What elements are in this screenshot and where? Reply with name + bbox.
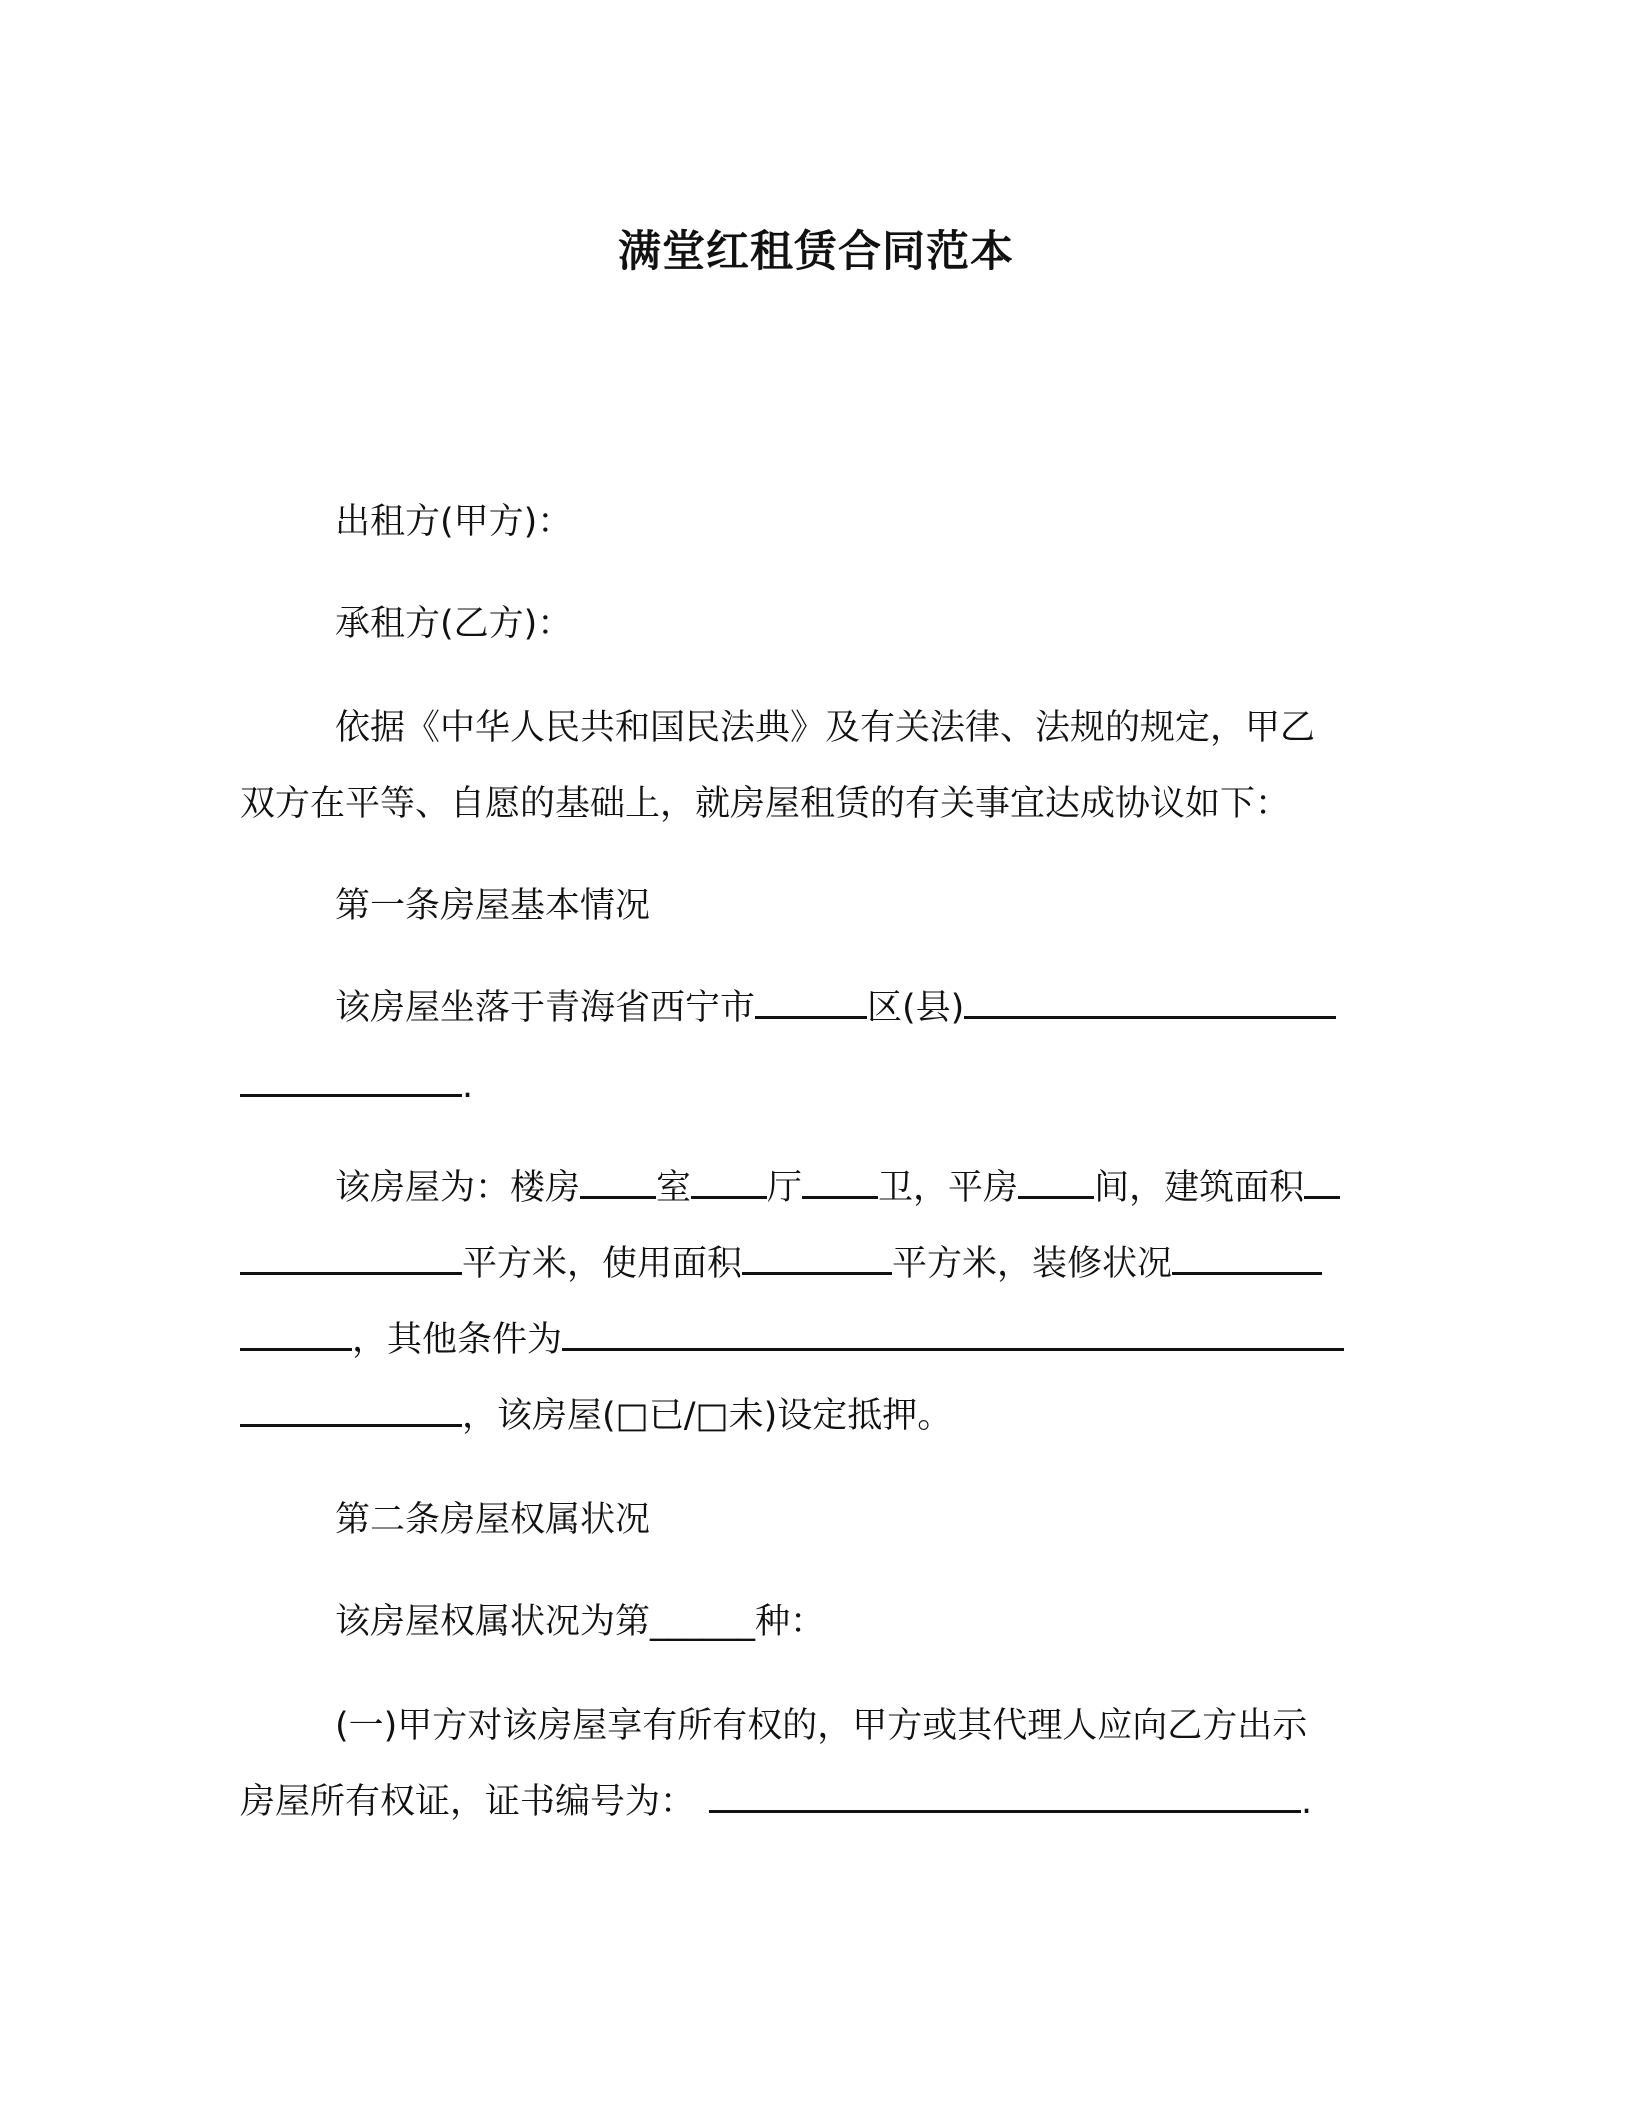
lessee-label: 承租方(乙方)：	[335, 604, 573, 644]
type-prefix: 该房屋为：楼房	[335, 1168, 581, 1208]
intro-line-2: 双方在平等、自愿的基础上，就房屋租赁的有关事宜达成协议如下：	[240, 784, 1291, 824]
type-line	[335, 1164, 1340, 1212]
use-area-blank[interactable]	[742, 1242, 892, 1275]
decor-blank-2[interactable]	[240, 1318, 352, 1351]
location-prefix: 该房屋坐落于青海省西宁市	[335, 988, 756, 1028]
location-line	[335, 984, 1336, 1032]
document-title: 满堂红租赁合同范本	[618, 227, 1014, 277]
area-line	[240, 1240, 1322, 1288]
bath-blank[interactable]	[802, 1166, 878, 1199]
area-blank-start[interactable]	[1304, 1166, 1340, 1199]
hall-label: 厅	[767, 1168, 803, 1208]
rooms-blank[interactable]	[1018, 1166, 1094, 1199]
status-line	[335, 1598, 825, 1646]
mortgage-label: ，该房屋(□已/□未)设定抵押。	[462, 1396, 953, 1436]
bath-label: 卫，平房	[878, 1168, 1019, 1208]
location-end: .	[462, 1066, 474, 1106]
room-label: 室	[656, 1168, 692, 1208]
status-blank[interactable]: ______	[650, 1602, 756, 1642]
mortgage-line	[240, 1392, 952, 1440]
address-blank[interactable]	[964, 986, 1336, 1019]
hall-blank[interactable]	[691, 1166, 767, 1199]
decor-blank[interactable]	[1172, 1242, 1322, 1275]
lessor-label: 出租方(甲方)：	[335, 502, 573, 542]
area-blank[interactable]	[240, 1242, 462, 1275]
item1-line-2	[240, 1778, 1312, 1826]
other-line	[240, 1316, 1344, 1364]
other-blank[interactable]	[562, 1318, 1344, 1351]
rooms-label: 间，建筑面积	[1094, 1168, 1305, 1208]
status-suffix: 种：	[755, 1602, 826, 1642]
item1-line-1: (一)甲方对该房屋享有所有权的，甲方或其代理人应向乙方出示	[335, 1706, 1308, 1746]
room-blank[interactable]	[580, 1166, 656, 1199]
other-label: ，其他条件为	[352, 1320, 563, 1360]
location-district: 区(县)	[867, 988, 965, 1028]
district-blank[interactable]	[755, 986, 867, 1019]
intro-line-1: 依据《中华人民共和国民法典》及有关法律、法规的规定，甲乙	[335, 708, 1316, 748]
location-line-2	[240, 1062, 473, 1110]
certificate-number-blank[interactable]	[709, 1780, 1301, 1813]
address-blank-2[interactable]	[240, 1064, 462, 1097]
item1-label: 房屋所有权证，证书编号为：	[240, 1782, 696, 1822]
sqm-decor-label: 平方米，装修状况	[892, 1244, 1173, 1284]
other-blank-2[interactable]	[240, 1394, 462, 1427]
sqm-use-label: 平方米，使用面积	[462, 1244, 743, 1284]
article1-heading: 第一条房屋基本情况	[335, 886, 651, 926]
article2-heading: 第二条房屋权属状况	[335, 1500, 651, 1540]
status-prefix: 该房屋权属状况为第	[335, 1602, 651, 1642]
item1-end: .	[1301, 1782, 1313, 1822]
